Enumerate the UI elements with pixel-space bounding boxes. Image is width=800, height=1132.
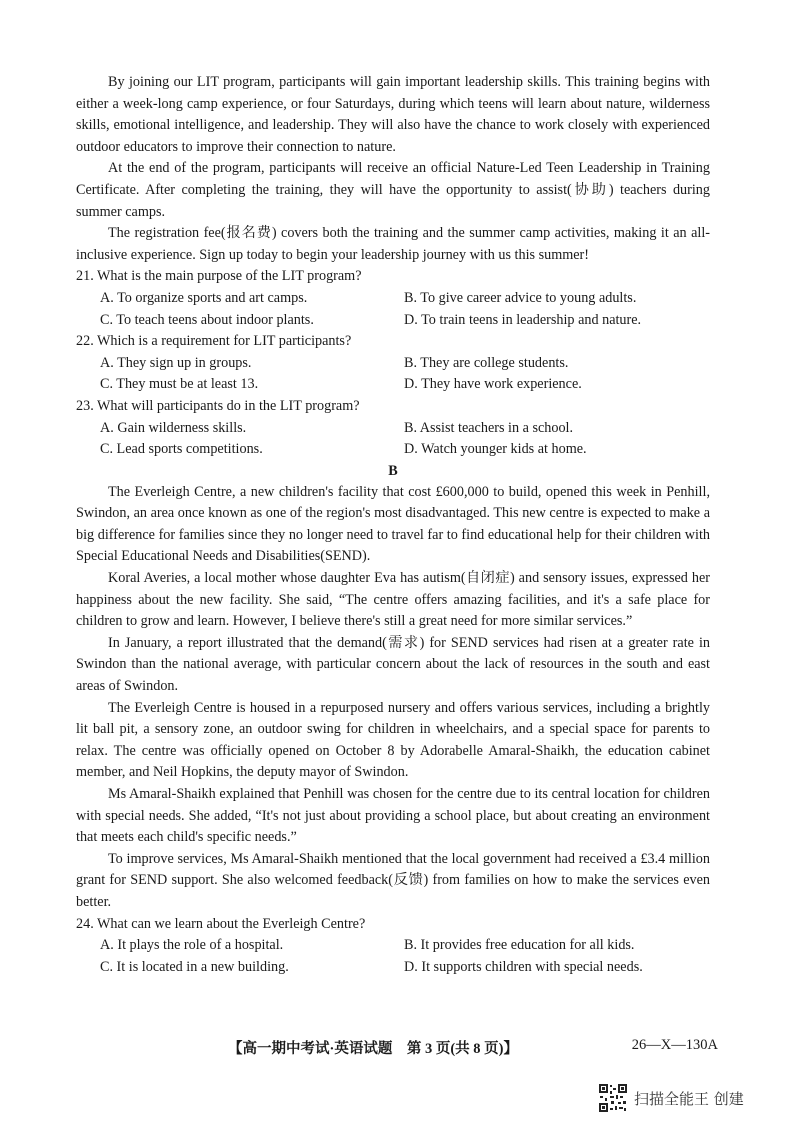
question-options	[76, 935, 710, 978]
option-b: B. Assist teachers in a school.	[404, 419, 574, 436]
question-stem: 23. What will participants do in the LIT program?	[76, 397, 360, 414]
passage-b	[76, 482, 710, 914]
footer-title: 【高一期中考试·英语试题 第 3 页(共 8 页)】	[228, 1041, 518, 1057]
option-a: A. To organize sports and art camps.	[100, 289, 308, 306]
passage-b-paragraph-6: To improve services, Ms Amaral-Shaikh mentioned that the local government had received a £3.4 million grant for SEND support. She also welcomed feedback(反馈) from families on how to make the services even better.	[76, 850, 710, 910]
page-footer	[228, 1037, 718, 1058]
question-23	[76, 396, 710, 461]
paper-code: 26—X—130A	[631, 1037, 718, 1053]
option-c: C. To teach teens about indoor plants.	[100, 311, 314, 328]
scanner-watermark	[598, 1083, 744, 1113]
question-options	[76, 418, 710, 461]
passage-b-paragraph-5: Ms Amaral-Shaikh explained that Penhill was chosen for the centre due to its central location for children with special needs. She added, “It's not just about providing a school place, but about creating an environment that meets each child's specific needs.”	[76, 786, 710, 846]
option-c: C. They must be at least 13.	[100, 376, 259, 393]
passage-a-tail	[76, 72, 710, 266]
qr-code-icon	[598, 1083, 628, 1113]
passage-a-paragraph-1: By joining our LIT program, participants will gain important leadership skills. This training begins with either a week-long camp experience, or four Saturdays, during which teens will learn about nature, wilderness skills, emotional intelligence, and leadership. They will also have the chance to work closely with experienced outdoor educators to improve their connection to nature.	[76, 74, 710, 155]
option-a: A. They sign up in groups.	[100, 354, 252, 371]
option-d: D. They have work experience.	[404, 376, 582, 393]
option-c: C. Lead sports competitions.	[100, 441, 263, 458]
questions-a	[76, 266, 710, 460]
option-b: B. To give career advice to young adults.	[404, 289, 637, 306]
question-options	[76, 353, 710, 396]
passage-b-paragraph-2: Koral Averies, a local mother whose daughter Eva has autism(自闭症) and sensory issues, expressed her happiness about the new facility. She said, “The centre offers amazing facilities, and it's a safe place for children to grow and learn. However, I believe there's still a great need for more similar services.”	[76, 570, 710, 630]
option-d: D. Watch younger kids at home.	[404, 441, 587, 458]
option-a: A. Gain wilderness skills.	[100, 419, 247, 436]
passage-b-paragraph-3: In January, a report illustrated that the demand(需求) for SEND services had risen at a greater rate in Swindon than the national average, with particular concern about the lack of resources in the south and east areas of Swindon.	[76, 634, 710, 695]
option-a: A. It plays the role of a hospital.	[100, 937, 284, 954]
question-stem: 21. What is the main purpose of the LIT program?	[76, 268, 362, 285]
section-b-heading: B	[388, 462, 398, 479]
questions-b	[76, 914, 710, 979]
passage-b-paragraph-4: The Everleigh Centre is housed in a repurposed nursery and offers various services, including a brightly lit ball pit, a sensory zone, an outdoor swing for children in wheelchairs, and a special space for parents to relax. The centre was officially opened on October 8 by Adorabelle Amaral-Shaikh, the education cabinet member, and Neil Hopkins, the deputy mayor of Swindon.	[76, 699, 710, 781]
question-24	[76, 914, 710, 979]
question-22	[76, 331, 710, 396]
question-options	[76, 288, 710, 331]
exam-page	[76, 72, 710, 978]
question-21	[76, 266, 710, 331]
option-d: D. It supports children with special needs.	[404, 958, 643, 975]
question-stem: 24. What can we learn about the Everleigh Centre?	[76, 915, 366, 932]
option-c: C. It is located in a new building.	[100, 958, 289, 975]
passage-a-paragraph-2: At the end of the program, participants will receive an official Nature-Led Teen Leadership in Training Certificate. After completing the training, they will have the opportunity to assist(协助) teachers during summer camps.	[76, 160, 710, 220]
passage-a-paragraph-3: The registration fee(报名费) covers both the training and the summer camp activities, making it an all-inclusive experience. Sign up today to begin your leadership journey with us this summer!	[76, 225, 710, 263]
scanner-watermark-text: 扫描全能王 创建	[634, 1089, 744, 1108]
passage-b-paragraph-1: The Everleigh Centre, a new children's facility that cost £600,000 to build, opened this week in Penhill, Swindon, an area once known as one of the region's most disadvantaged. This new centre is expected to make a big difference for families since they no longer need to travel far to find educational help for their children with Special Educational Needs and Disabilities(SEND).	[76, 483, 710, 565]
option-b: B. They are college students.	[404, 354, 569, 371]
option-b: B. It provides free education for all kids.	[404, 937, 635, 954]
question-stem: 22. Which is a requirement for LIT participants?	[76, 333, 352, 350]
option-d: D. To train teens in leadership and nature.	[404, 311, 642, 328]
